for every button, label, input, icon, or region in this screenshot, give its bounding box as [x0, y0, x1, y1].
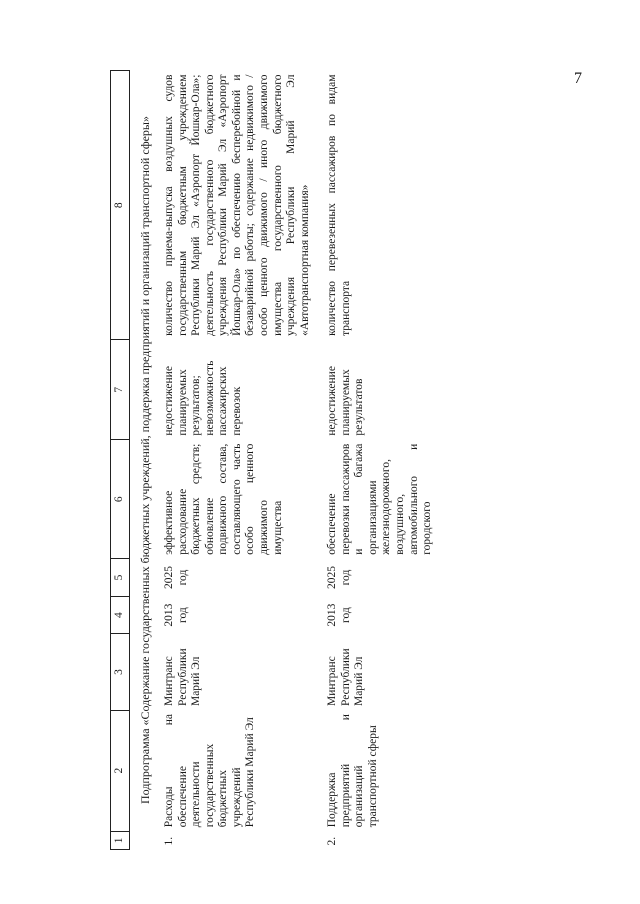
column-number: 4 [111, 596, 130, 634]
row-number: 2. [326, 836, 339, 846]
measure-name: Поддержка предприятий и организаций транспортной сферы [326, 714, 379, 828]
measure-name: Расходы на обеспечение деятельности государственных бюджетных учреждений Республики Марий Эл [163, 714, 257, 828]
start-year: 2013 год [326, 603, 352, 627]
column-number: 7 [111, 340, 130, 440]
column-number: 3 [111, 634, 130, 710]
column-number-row [111, 71, 130, 850]
rotated-table-page [110, 70, 440, 850]
column-number: 6 [111, 440, 130, 559]
row-number: 1. [163, 836, 175, 846]
end-year: 2025 год [163, 566, 189, 590]
table-row [322, 71, 445, 850]
column-number: 8 [111, 71, 130, 340]
executor: Минтранс Республики Марий Эл [326, 648, 366, 707]
expected-result: эффективное расходование бюджетных средств; обновление подвижного состава, составляющего часть особо ценного движимого имущества [163, 443, 284, 555]
consequences: недостижение планируемых результатов [326, 366, 366, 436]
consequences: недостижение планируемых результатов; невозможность пассажирских перевозок [163, 360, 243, 436]
column-number: 2 [111, 710, 130, 831]
expected-result: обеспечение перевозки пассажиров и багажа организациями железнодорожного, воздушного, автомобильного и городского [326, 443, 434, 555]
subprogram-title: Подпрограмма «Содержание государственных бюджетных учреждений, поддержка предприятий и организаций транспортной сферы» [138, 116, 152, 804]
column-number: 1 [111, 831, 130, 849]
executor: Минтранс Республики Марий Эл [163, 648, 203, 707]
start-year: 2013 год [163, 603, 189, 627]
column-number: 5 [111, 559, 130, 597]
program-table [110, 70, 445, 850]
indicators: количество перевезенных пассажиров по видам транспорта [326, 74, 352, 336]
table-row [159, 71, 322, 850]
end-year: 2025 год [326, 566, 352, 590]
page-number: 7 [574, 70, 582, 87]
indicators: количество приема-выпуска воздушных судов государственным бюджетным учреждением Республики Марий Эл «Аэропорт Йошкар-Ола»; деятельность государственного бюджетного учреждения Республики Марий Эл «Аэропорт Йошкар-Ола» по обеспечению бесперебойной и безаварийной работы; содержание недвижимого / особо ценного движимого / иного движимого имущества государственного бюджетного учреждения Республики Марий Эл «Автотранспортная компания» [163, 74, 311, 336]
